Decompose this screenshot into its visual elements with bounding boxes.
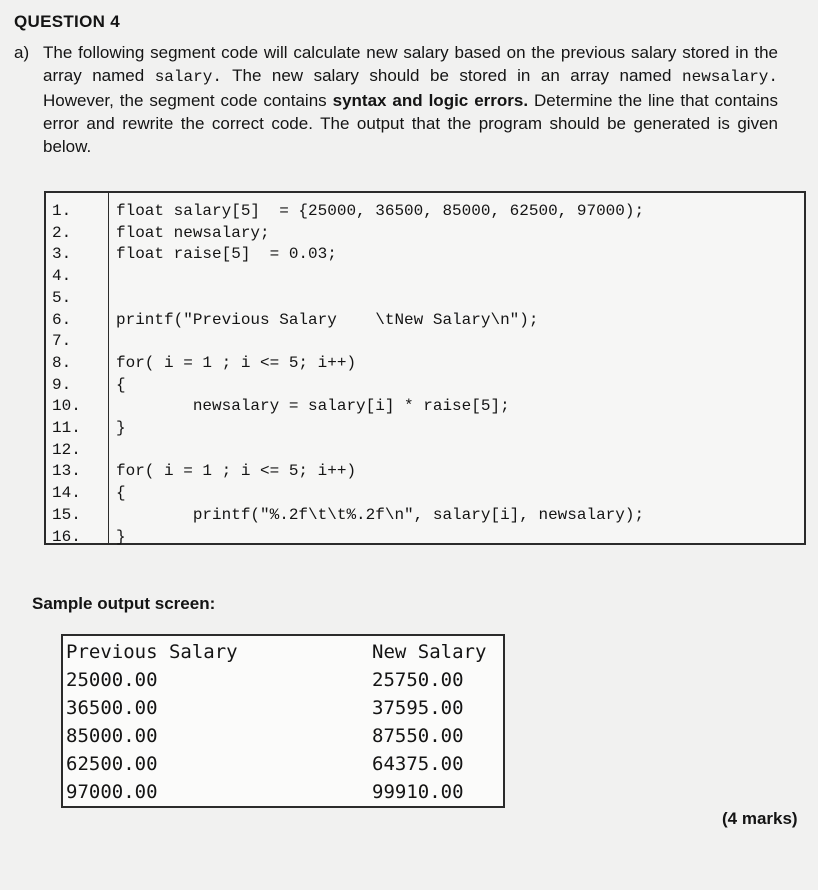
code-text: newsalary = salary[i] * raise[5];	[116, 397, 510, 416]
code-text: }	[116, 419, 126, 437]
question-text-block	[14, 41, 778, 158]
line-number: 16.	[52, 527, 81, 546]
question-text-segment: The following segment code will calculate new salary based on the previous salary stored in the array named	[43, 43, 778, 85]
previous-salary-cell: 85000.00	[66, 725, 158, 747]
new-salary-cell: 64375.00	[372, 753, 464, 775]
code-listing-table	[44, 191, 806, 545]
output-header-row	[63, 638, 503, 666]
line-number: 13.	[52, 462, 81, 481]
part-label: a)	[14, 43, 30, 62]
code-line	[46, 505, 804, 527]
previous-salary-cell: 36500.00	[66, 697, 158, 719]
sample-output-screen	[61, 634, 505, 808]
code-text: {	[116, 484, 126, 503]
output-row	[63, 778, 503, 806]
code-line	[46, 310, 804, 332]
code-line	[46, 461, 804, 483]
question-text-segment: salary.	[154, 68, 222, 86]
code-line	[46, 483, 804, 505]
code-line	[46, 440, 804, 462]
new-salary-cell: New Salary	[372, 641, 487, 663]
code-line	[46, 201, 804, 223]
output-row	[63, 750, 503, 778]
line-number: 3.	[52, 245, 72, 264]
line-number: 12.	[52, 440, 81, 459]
question-text-segment: The new salary should be stored in an array named	[221, 66, 682, 85]
code-line	[46, 244, 804, 266]
previous-salary-cell: 25000.00	[66, 669, 158, 691]
output-row	[63, 722, 503, 750]
new-salary-cell: 37595.00	[372, 697, 464, 719]
new-salary-cell: 25750.00	[372, 669, 464, 691]
code-line	[46, 288, 804, 310]
code-text: float raise[5] = 0.03;	[116, 245, 337, 264]
new-salary-cell: 99910.00	[372, 781, 464, 803]
code-text: }	[116, 527, 126, 546]
code-line	[46, 331, 804, 353]
line-number: 9.	[52, 375, 72, 394]
sample-output-label: Sample output screen:	[32, 594, 216, 613]
question-text-segment: newsalary.	[681, 68, 778, 86]
code-line	[46, 396, 804, 418]
code-text: float salary[5] = {25000, 36500, 85000, 62500, 97000);	[116, 202, 645, 220]
question-text-segment: Determine the line that contains error and rewrite the correct code. The output that the program should be generated is given below.	[43, 91, 778, 156]
code-text: for( i = 1 ; i <= 5; i++)	[116, 462, 357, 481]
question-paragraph	[43, 41, 778, 158]
question-title: QUESTION 4	[14, 12, 120, 31]
marks-label: (4 marks)	[722, 809, 798, 828]
line-number: 10.	[52, 397, 81, 416]
line-number: 14.	[52, 484, 81, 503]
output-row	[63, 694, 503, 722]
code-text: printf("%.2f\t\t%.2f\n", salary[i], newsalary);	[116, 505, 645, 524]
code-line	[46, 353, 804, 375]
code-text: printf("Previous Salary \tNew Salary\n");	[116, 310, 539, 329]
question-text-segment: However, the segment code contains	[43, 91, 333, 110]
previous-salary-cell: Previous Salary	[66, 641, 238, 663]
output-row	[63, 666, 503, 694]
previous-salary-cell: 97000.00	[66, 781, 158, 803]
code-text: {	[116, 375, 126, 394]
code-line	[46, 527, 804, 549]
code-line	[46, 418, 804, 440]
code-line	[46, 375, 804, 397]
code-text: for( i = 1 ; i <= 5; i++)	[116, 353, 357, 372]
line-number: 6.	[52, 310, 72, 329]
code-text: float newsalary;	[116, 223, 270, 242]
line-number: 8.	[52, 353, 72, 372]
line-number: 15.	[52, 505, 81, 524]
line-number: 1.	[52, 202, 72, 220]
question-text-segment: syntax and logic errors.	[332, 91, 529, 110]
previous-salary-cell: 62500.00	[66, 753, 158, 775]
code-line	[46, 223, 804, 245]
line-number: 11.	[52, 419, 81, 437]
new-salary-cell: 87550.00	[372, 725, 464, 747]
line-number: 5.	[52, 288, 72, 307]
line-number: 4.	[52, 267, 72, 286]
line-number: 2.	[52, 223, 72, 242]
code-line	[46, 266, 804, 288]
line-number: 7.	[52, 332, 72, 351]
